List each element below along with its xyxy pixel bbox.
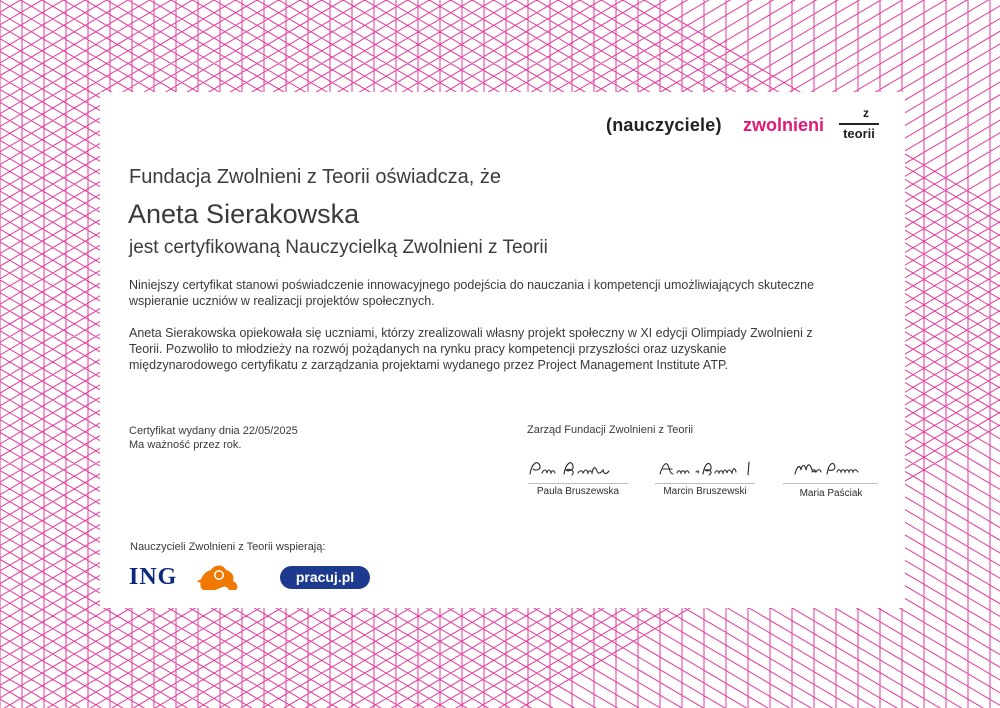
signature-line-marcin: [655, 483, 755, 484]
board-title: Zarząd Fundacji Zwolnieni z Teorii: [527, 424, 694, 436]
certificate-paragraph-2: Aneta Sierakowska opiekowała się uczniami, którzy zrealizowali własny projekt społeczny w XI edycji Olimpiady Zwolnieni z Teorii. Pozwoliło to młodzieży na rozwój pożądanych na rynku pracy kompetencji przyszłości oraz uzyskanie międzynarodowego certyfikatu z zarządzania projektami wydanego przez Project Management Institute ATP.: [129, 326, 813, 372]
brand-logo-part-z: z: [863, 106, 869, 120]
ing-logo-text: ING: [129, 564, 178, 590]
recipient-name: Aneta Sierakowska: [128, 199, 360, 229]
certificate-intro: Fundacja Zwolnieni z Teorii oświadcza, że: [129, 166, 502, 188]
ing-logo: [129, 562, 249, 594]
signatory-name-1: Paula Bruszewska: [536, 486, 620, 497]
supporters-label: Nauczycieli Zwolnieni z Teorii wspierają:: [130, 541, 326, 553]
signature-line-maria: [783, 483, 878, 484]
signatory-name-3: Maria Paściak: [799, 488, 863, 499]
pracuj-logo: [280, 566, 370, 589]
signatures: [520, 452, 890, 486]
signature-marcin-bruszewski: [660, 462, 749, 475]
certificate-paragraph-1: Niniejszy certyfikat stanowi poświadczenie innowacyjnego podejścia do nauczania i kompetencji umożliwiających skuteczne wspieranie uczniów w realizacji projektów społecznych.: [129, 278, 815, 308]
certificate-title: jest certyfikowaną Nauczycielką Zwolnieni z Teorii: [129, 237, 548, 258]
signature-paula-bruszewska: [530, 463, 609, 475]
pracuj-logo-text: pracuj.pl: [295, 569, 355, 585]
brand-logo-part-teorii: teorii: [843, 126, 875, 141]
signature-line-paula: [528, 483, 628, 484]
brand-logo-part-zwolnieni: zwolnieni: [743, 115, 824, 135]
issue-date: Certyfikat wydany dnia 22/05/2025: [129, 425, 298, 437]
signatory-name-2: Marcin Bruszewski: [663, 486, 747, 497]
brand-logo-fraction-line: [839, 123, 879, 125]
brand-logo-part-nauczyciele: (nauczyciele): [606, 115, 722, 135]
issue-info: [129, 424, 298, 452]
brand-logo: [606, 104, 896, 148]
validity-note: Ma ważność przez rok.: [129, 439, 242, 451]
ing-lion-icon: [195, 562, 241, 592]
signature-maria-pasciak: [795, 463, 858, 474]
